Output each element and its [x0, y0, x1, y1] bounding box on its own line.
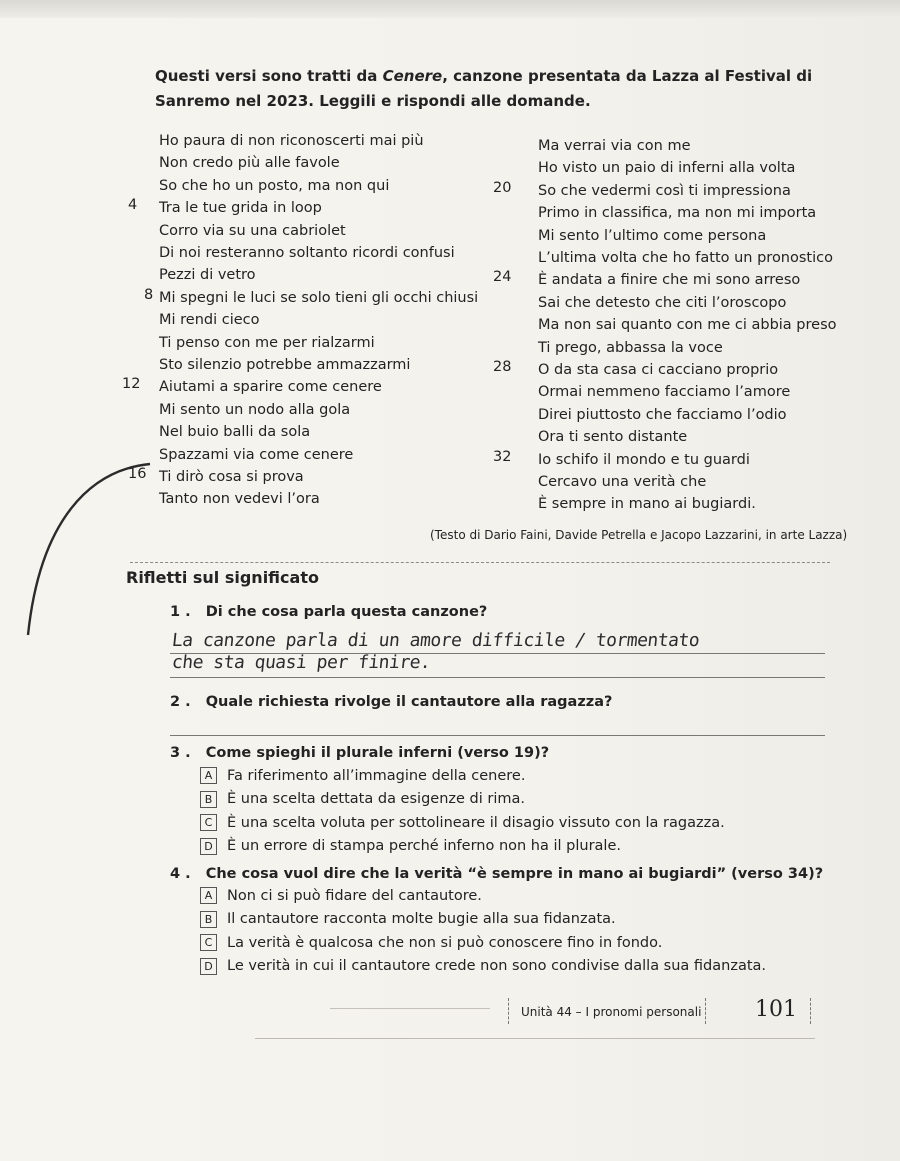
- option-letter-box[interactable]: B: [200, 791, 217, 808]
- line-number-24: 24: [493, 269, 512, 286]
- line-number-12: 12: [122, 376, 141, 393]
- right-verse-3: So che vedermi così ti impressiona: [538, 182, 791, 199]
- left-verse-13: Mi sento un nodo alla gola: [159, 401, 351, 418]
- option-text: Il cantautore racconta molte bugie alla sua fidanzata.: [227, 911, 616, 927]
- option-letter-box[interactable]: B: [200, 911, 217, 928]
- q4-option-d[interactable]: [200, 958, 766, 975]
- question-2: [170, 694, 612, 710]
- option-text: Fa riferimento all’immagine della cenere.: [227, 767, 526, 784]
- left-verse-14: Nel buio balli da sola: [159, 424, 311, 441]
- left-verse-1: Ho paura di non riconoscerti mai più: [159, 133, 424, 149]
- footer-unit-label: Unità 44 – I pronomi personali: [521, 1005, 702, 1019]
- footer-rule: [255, 1038, 815, 1039]
- option-letter-box[interactable]: D: [200, 838, 217, 855]
- intro-text: Questi versi sono tratti da Cenere, canzone presentata da Lazza al Festival di Sanremo nel 2023. Leggili e rispondi alle domande.: [155, 67, 813, 110]
- left-verse-8: Mi spegni le luci se solo tieni gli occhi chiusi: [159, 289, 479, 306]
- line-number-16: 16: [128, 466, 147, 482]
- option-letter-box[interactable]: A: [200, 887, 217, 904]
- right-verse-10: Ti prego, abbassa la voce: [538, 339, 723, 356]
- question-1: [170, 604, 487, 620]
- question-text: Quale richiesta rivolge il cantautore alla ragazza?: [205, 694, 613, 710]
- right-verse-6: L’ultima volta che ho fatto un pronostico: [538, 250, 833, 266]
- left-verse-9: Mi rendi cieco: [159, 312, 260, 329]
- answer-line-3[interactable]: [170, 735, 825, 736]
- q3-option-b[interactable]: [200, 791, 525, 808]
- right-verse-2: Ho visto un paio di inferni alla volta: [538, 160, 796, 177]
- question-text: Come spieghi il plurale inferni (verso 19)?: [205, 745, 550, 761]
- right-verse-9: Ma non sai quanto con me ci abbia preso: [538, 317, 837, 334]
- left-verse-6: Di noi resteranno soltanto ricordi confusi: [159, 245, 455, 261]
- footer-divider-middle: [705, 998, 706, 1024]
- footer-divider-right: [810, 998, 811, 1024]
- line-number-8: 8: [144, 286, 154, 303]
- left-verse-3: So che ho un posto, ma non qui: [159, 177, 390, 194]
- left-verse-7: Pezzi di vetro: [159, 267, 256, 284]
- right-verse-4: Primo in classifica, ma non mi importa: [538, 205, 817, 222]
- right-verse-5: Mi sento l’ultimo come persona: [538, 227, 767, 244]
- question-text: Di che cosa parla questa canzone?: [205, 604, 488, 620]
- q3-option-a[interactable]: [200, 767, 525, 784]
- option-letter-box[interactable]: C: [200, 814, 217, 831]
- option-text: Le verità in cui il cantautore crede non sono condivise dalla sua fidanzata.: [227, 958, 767, 974]
- question-4: [170, 866, 823, 882]
- line-number-32: 32: [493, 448, 512, 465]
- question-number: 2 .: [170, 694, 191, 710]
- option-letter-box[interactable]: A: [200, 767, 217, 784]
- left-verse-2: Non credo più alle favole: [159, 155, 340, 172]
- question-text: Che cosa vuol dire che la verità “è sempre in mano ai bugiardi” (verso 34)?: [205, 866, 824, 882]
- q3-option-c[interactable]: [200, 814, 725, 831]
- option-letter-box[interactable]: D: [200, 958, 217, 975]
- option-text: Non ci si può fidare del cantautore.: [227, 887, 482, 904]
- q4-option-b[interactable]: [200, 911, 616, 928]
- page-curl-mark: [20, 460, 160, 640]
- q3-option-d[interactable]: [200, 838, 621, 855]
- left-verse-4: Tra le tue grida in loop: [159, 200, 322, 217]
- right-verse-12: Ormai nemmeno facciamo l’amore: [538, 384, 791, 401]
- right-verse-13: Direi piuttosto che facciamo l’odio: [538, 406, 787, 423]
- option-text: La verità è qualcosa che non si può conoscere fino in fondo.: [227, 934, 663, 951]
- line-number-28: 28: [493, 359, 512, 375]
- option-text: È un errore di stampa perché inferno non ha il plurale.: [227, 838, 621, 854]
- page-number: 101: [755, 997, 797, 1022]
- right-verse-16: Cercavo una verità che: [538, 474, 707, 490]
- question-number: 4 .: [170, 866, 191, 882]
- right-verse-17: È sempre in mano ai bugiardi.: [538, 496, 756, 513]
- q4-option-c[interactable]: [200, 934, 662, 951]
- footer-divider-left: [508, 998, 509, 1024]
- left-verse-10: Ti penso con me per rialzarmi: [159, 334, 375, 351]
- right-verse-11: O da sta casa ci cacciano proprio: [538, 362, 779, 378]
- section-title: Rifletti sul significato: [126, 568, 319, 587]
- left-verse-17: Tanto non vedevi l’ora: [159, 491, 320, 508]
- song-credit: (Testo di Dario Faini, Davide Petrella e Jacopo Lazzarini, in arte Lazza): [430, 528, 848, 542]
- question-3: [170, 745, 549, 761]
- question-number: 1 .: [170, 604, 191, 620]
- line-number-4: 4: [128, 197, 138, 214]
- right-verse-15: Io schifo il mondo e tu guardi: [538, 451, 750, 468]
- option-text: È una scelta voluta per sottolineare il disagio vissuto con la ragazza.: [227, 814, 725, 831]
- left-verse-11: Sto silenzio potrebbe ammazzarmi: [159, 357, 411, 373]
- left-verse-15: Spazzami via come cenere: [159, 446, 354, 463]
- right-verse-1: Ma verrai via con me: [538, 138, 691, 154]
- left-verse-12: Aiutami a sparire come cenere: [159, 379, 382, 396]
- option-letter-box[interactable]: C: [200, 934, 217, 951]
- bleed-through-text: [330, 4, 850, 16]
- left-verse-5: Corro via su una cabriolet: [159, 222, 346, 239]
- handwritten-answer-2: che sta quasi per finire.: [170, 652, 432, 673]
- handwritten-answer-1: La canzone parla di un amore difficile / tormentato: [170, 630, 701, 651]
- line-number-20: 20: [493, 179, 512, 196]
- right-verse-7: È andata a finire che mi sono arreso: [538, 272, 801, 289]
- right-verse-14: Ora ti sento distante: [538, 429, 688, 446]
- song-title: Cenere: [382, 67, 443, 85]
- answer-line-2[interactable]: [170, 677, 825, 678]
- question-number: 3 .: [170, 745, 191, 761]
- option-text: È una scelta dettata da esigenze di rima.: [227, 791, 525, 807]
- footer-rule-upper: [330, 1008, 490, 1009]
- left-verse-16: Ti dirò cosa si prova: [159, 469, 304, 485]
- q4-option-a[interactable]: [200, 887, 482, 904]
- right-verse-8: Sai che detesto che citi l’oroscopo: [538, 294, 787, 311]
- section-divider: [130, 562, 830, 563]
